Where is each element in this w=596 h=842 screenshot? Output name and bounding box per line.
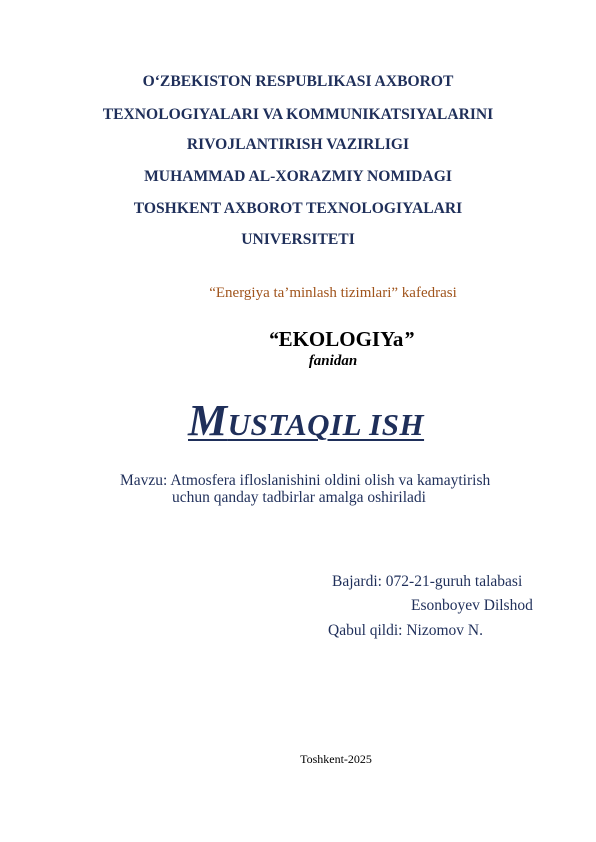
department-name: “Energiya ta’minlash tizimlari” kafedrasi [209, 285, 457, 301]
work-title-first-letter: M [188, 396, 228, 445]
header-line-1: O‘ZBEKISTON RESPUBLIKASI AXBOROT [142, 73, 454, 90]
accepted-by-label: Qabul qildi: Nizomov N. [328, 622, 483, 639]
subject-name: EKOLOGIYa [278, 327, 404, 351]
subject-suffix: fanidan [308, 353, 358, 369]
header-line-5: TOSHKENT AXBOROT TEXNOLOGIYALARI [133, 200, 463, 217]
place-year: Toshkent-2025 [300, 752, 372, 766]
done-by-label: Bajardi: 072-21-guruh talabasi [332, 573, 523, 590]
header-line-6: UNIVERSITETI [241, 231, 355, 248]
subject-close-quote: ” [403, 327, 414, 351]
header-line-2: TEXNOLOGIYALARI VA KOMMUNIKATSIYALARINI [102, 106, 494, 123]
topic-line-1: Mavzu: Atmosfera ifloslanishini oldini olish va kamaytirish [120, 472, 491, 489]
subject-title [0, 326, 596, 352]
subject-open-quote: “ [268, 327, 279, 351]
topic-line-2: uchun qanday tadbirlar amalga oshiriladi [172, 489, 426, 506]
student-name: Esonboyev Dilshod [411, 597, 533, 614]
work-title-rest: USTAQIL ISH [227, 407, 425, 442]
header-line-3: RIVOJLANTIRISH VAZIRLIGI [186, 136, 410, 153]
work-title [188, 398, 424, 448]
header-line-4: MUHAMMAD AL-XORAZMIY NOMIDAGI [144, 168, 452, 185]
